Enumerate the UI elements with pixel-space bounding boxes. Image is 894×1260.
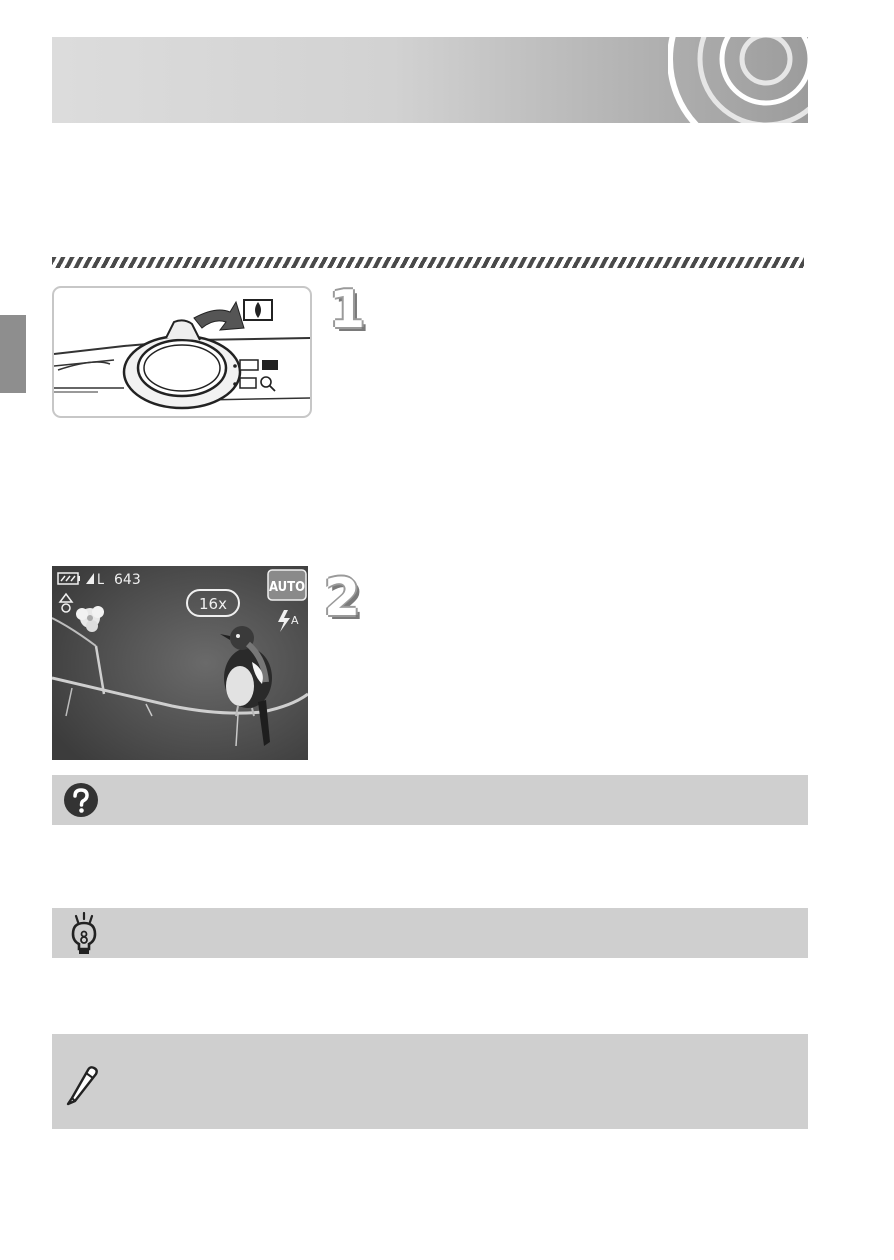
camera-screen-illustration bbox=[52, 566, 308, 760]
question-icon bbox=[63, 782, 99, 818]
memo-bar bbox=[52, 1034, 808, 1129]
image-count: 643 bbox=[114, 572, 141, 588]
pencil-icon bbox=[62, 1062, 102, 1106]
chapter-tab bbox=[0, 315, 26, 393]
lightbulb-icon bbox=[64, 912, 104, 956]
troubleshooting-bar bbox=[52, 775, 808, 825]
step-number-2: 2 bbox=[324, 568, 361, 628]
auto-mode-badge: AUTO bbox=[268, 580, 306, 595]
tips-bar bbox=[52, 908, 808, 958]
zoom-lever-drawing bbox=[54, 288, 310, 416]
zoom-lever-illustration bbox=[52, 286, 312, 418]
step-number-1: 1 bbox=[329, 280, 366, 340]
zoom-value: 16x bbox=[199, 595, 227, 613]
camera-screen-scene bbox=[52, 566, 308, 760]
concentric-rings-decoration bbox=[668, 37, 808, 123]
section-divider bbox=[52, 257, 804, 268]
title-banner bbox=[52, 37, 808, 123]
quality-letter: L bbox=[97, 572, 105, 588]
flash-auto-label: A bbox=[291, 614, 299, 627]
